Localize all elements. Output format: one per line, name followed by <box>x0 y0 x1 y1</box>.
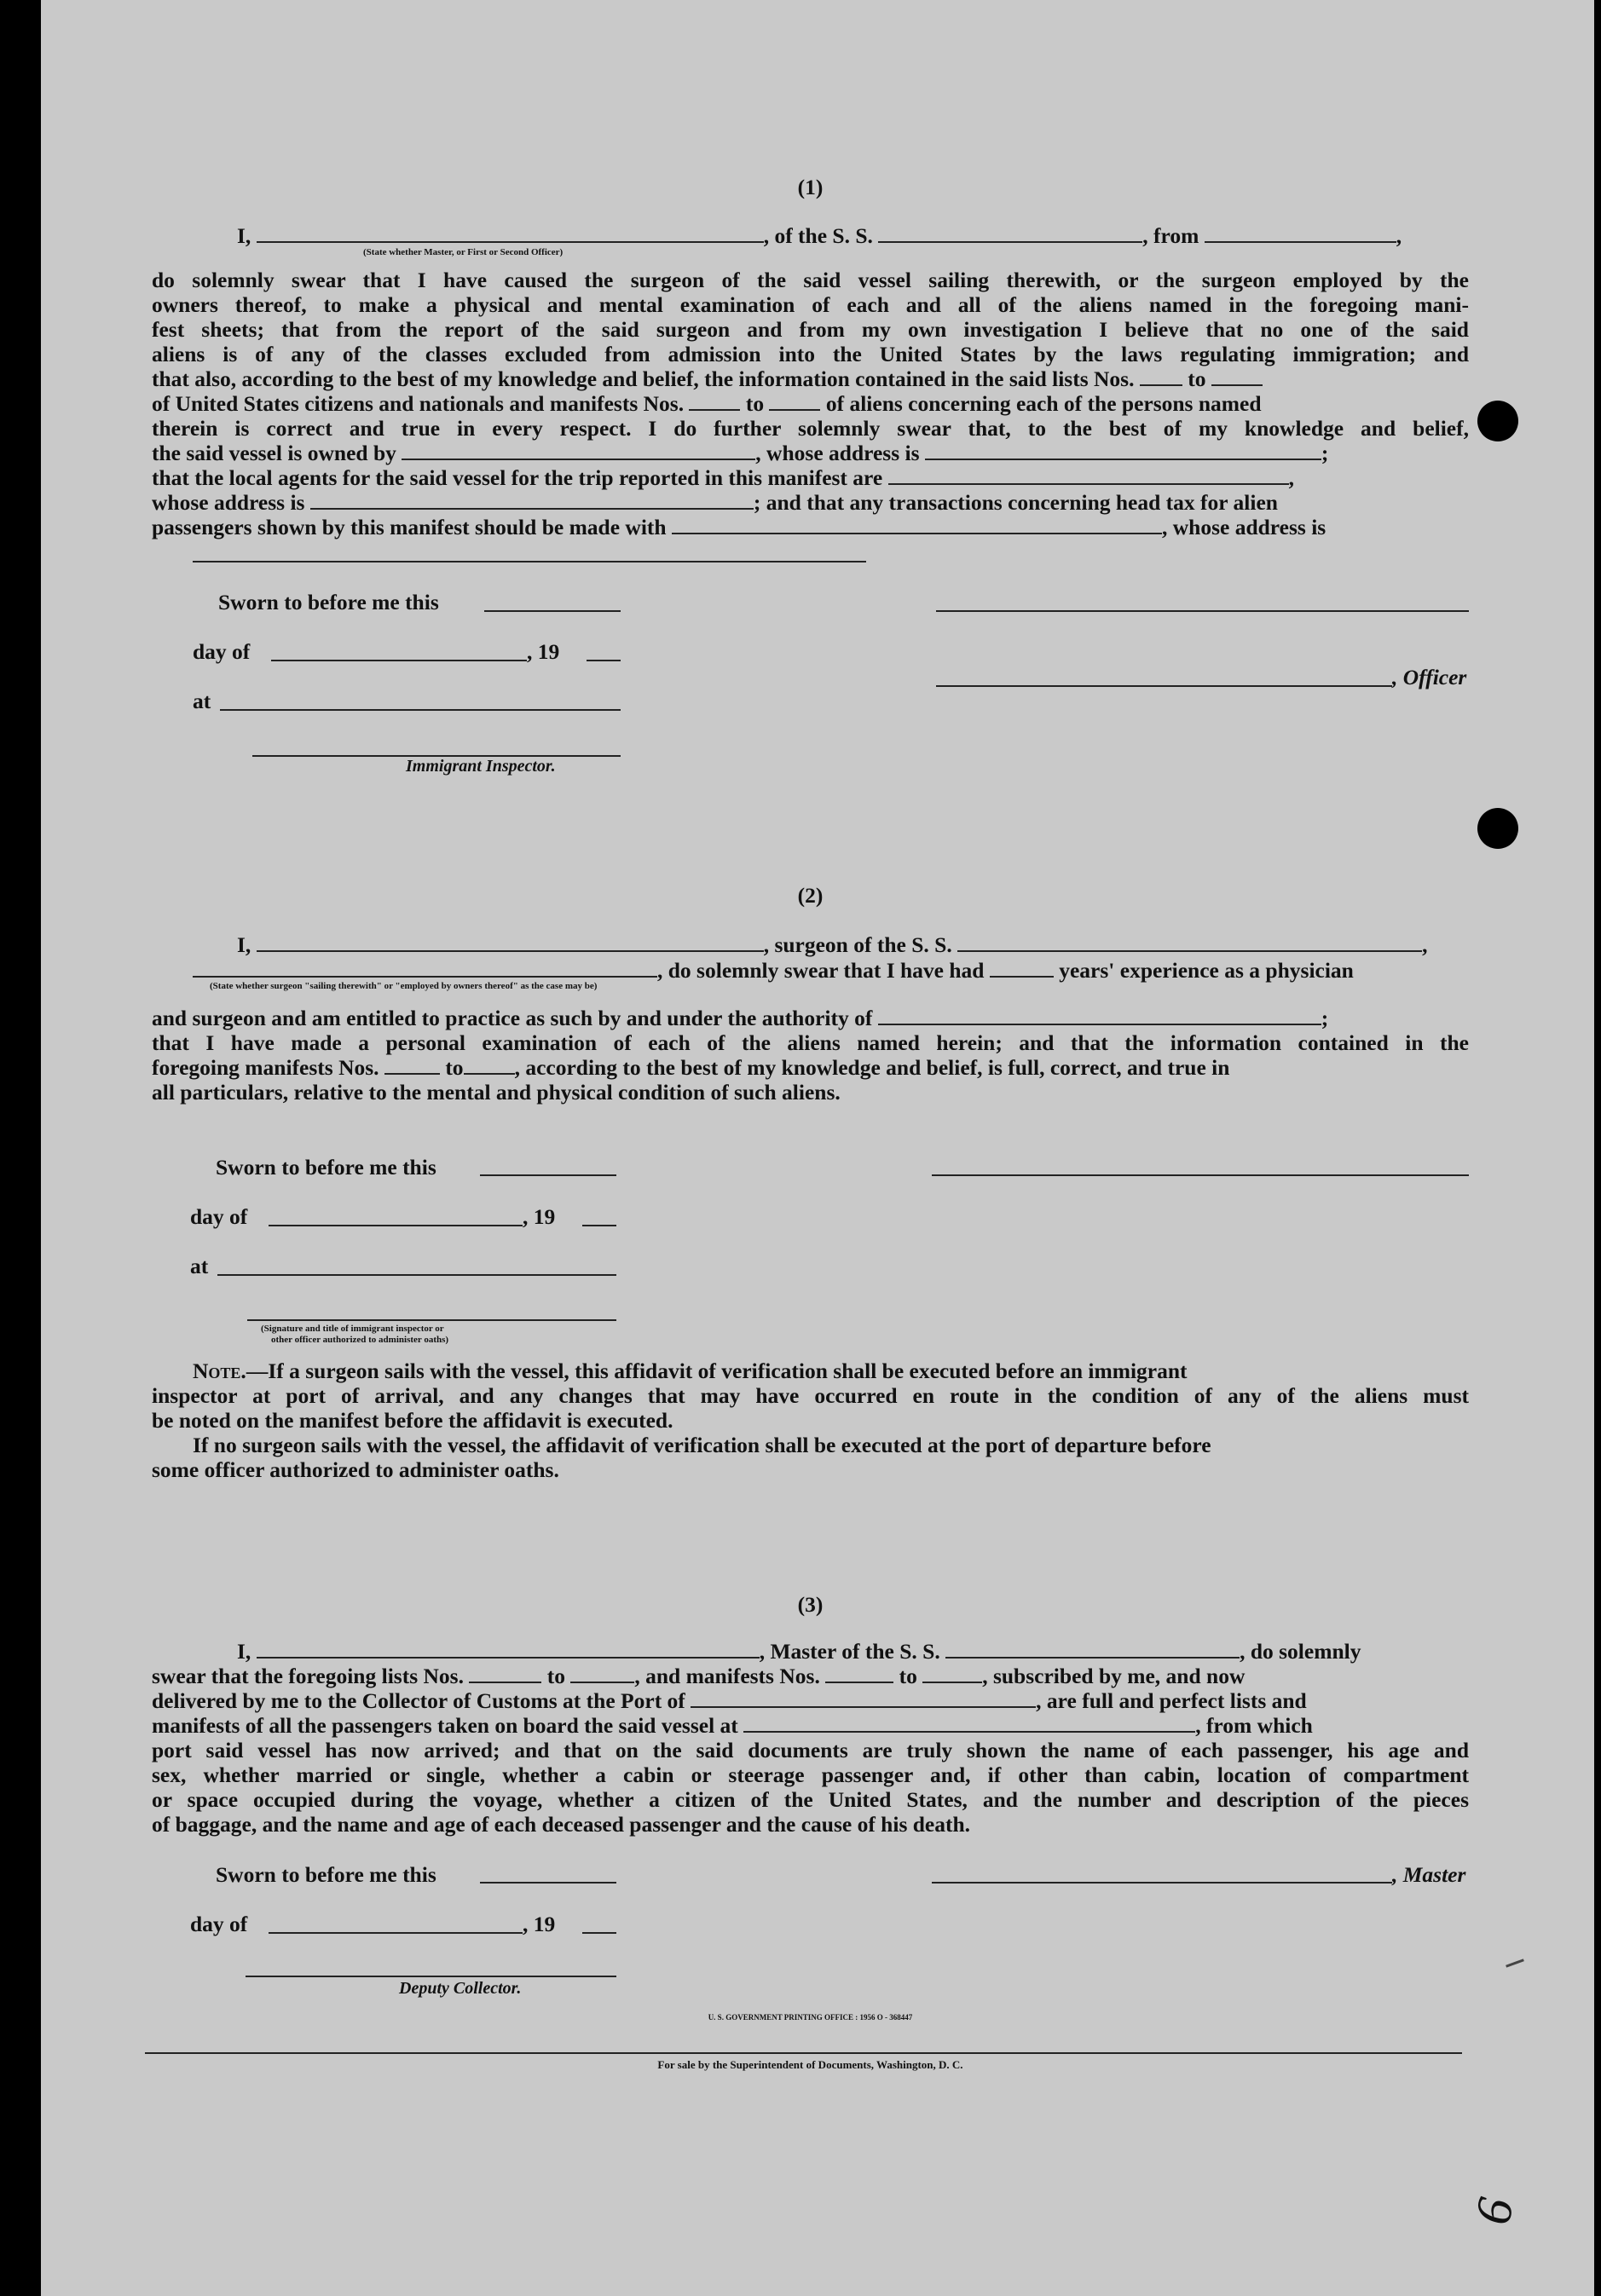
manifests-to-field[interactable] <box>769 394 820 411</box>
s3-lists-nos: swear that the foregoing lists Nos. <box>152 1664 464 1688</box>
s1-from: , from <box>1142 223 1199 248</box>
s1-para-line4: aliens is of any of the classes excluded from admission into the United States by the laws regulating immigration; and <box>152 342 1469 366</box>
note-line1 <box>193 1359 1469 1384</box>
s3-to-label: to <box>546 1664 565 1688</box>
sig-note-2: other officer authorized to administer oaths) <box>271 1335 449 1345</box>
owner-address-field[interactable] <box>925 443 1321 460</box>
s2-year-label: , 19 <box>523 1204 556 1229</box>
s3-do-solemnly: , do solemnly <box>1240 1639 1361 1664</box>
s3-deputy-label: Deputy Collector. <box>399 1979 522 1998</box>
s3-manifests-to-field[interactable] <box>922 1666 982 1683</box>
s3-master-name-field[interactable] <box>257 1641 760 1659</box>
s3-lists-to-field[interactable] <box>570 1666 634 1683</box>
s3-lists-from-field[interactable] <box>469 1666 541 1683</box>
s2-at-label: at <box>190 1254 209 1278</box>
s1-to-label-2: to <box>745 391 765 416</box>
section2-line6: all particulars, relative to the mental and physical condition of such aliens. <box>152 1080 841 1105</box>
punch-hole-bottom <box>1477 808 1518 849</box>
s3-deputy-sign-field[interactable] <box>246 1976 616 1977</box>
s1-lists-text: that also, according to the best of my knowledge and belief, the information contained in the said lists Nos. <box>152 366 1135 391</box>
sig-note-1: (Signature and title of immigrant inspector or <box>261 1324 444 1334</box>
section2-line4: that I have made a personal examination of each of the aliens named herein; and that the information contained in the <box>152 1030 1469 1055</box>
s1-manifests-text: of United States citizens and nationals and manifests Nos. <box>152 391 685 416</box>
section2-line1 <box>237 932 1469 958</box>
s1-inspector-label: Immigrant Inspector. <box>406 757 556 776</box>
years-experience-field[interactable] <box>990 961 1054 978</box>
s1-para-line1: do solemnly swear that I have caused the surgeon of the said vessel sailing therewith, or the surgeon employed by the <box>152 268 1469 292</box>
s3-day-of-field[interactable] <box>269 1932 523 1934</box>
s3-to-label-2: to <box>899 1664 917 1688</box>
section2-heading: (2) <box>797 883 824 908</box>
note-line2: inspector at port of arrival, and any changes that may have occurred en route in the condition of any of the aliens must <box>152 1383 1469 1408</box>
s1-whose-address-3: , whose address is <box>1161 515 1326 539</box>
manifests-from-field[interactable] <box>689 394 740 411</box>
s2-surgeon-of-ss: , surgeon of the S. S. <box>763 932 952 957</box>
s1-para-line8 <box>152 441 1469 466</box>
section2-line2 <box>193 958 1469 984</box>
s2-years-physician: years' experience as a physician <box>1059 958 1354 983</box>
vessel-name-field[interactable] <box>878 226 1142 243</box>
from-port-field[interactable] <box>1205 226 1396 243</box>
section1-heading: (1) <box>797 175 824 199</box>
lists-from-field[interactable] <box>1140 369 1182 386</box>
s2-inspector-sign-field[interactable] <box>247 1319 616 1321</box>
master-note: (State whether Master, or First or Second Officer) <box>363 247 564 257</box>
lists-to-field[interactable] <box>1211 369 1263 386</box>
s3-para-line1: port said vessel has now arrived; and that on the said documents are truly shown the name of each passenger, his age and <box>152 1738 1469 1762</box>
for-sale-line: For sale by the Superintendent of Documents, Washington, D. C. <box>657 2058 963 2071</box>
s1-signature-field[interactable] <box>936 610 1469 612</box>
master-name-field[interactable] <box>257 226 764 243</box>
handwritten-mark: 6 <box>1464 2193 1524 2229</box>
s1-whose-address-2: whose address is <box>152 490 305 515</box>
s3-para-line3: or space occupied during the voyage, whether a citizen of the United States, and the number and description of the pieces <box>152 1787 1469 1812</box>
s1-officer-label: , Officer <box>1392 665 1467 689</box>
s2-signature-field[interactable] <box>932 1174 1469 1176</box>
s1-para-line10 <box>152 490 1469 516</box>
s2-comma: , <box>1422 932 1428 957</box>
note-line4: If no surgeon sails with the vessel, the affidavit of verification shall be executed at the port of departure before <box>193 1433 1211 1457</box>
s1-of-ss: , of the S. S. <box>763 223 873 248</box>
surgeon-note: (State whether surgeon "sailing therewith" or "employed by owners thereof" as the case may be) <box>210 981 598 991</box>
section3-line4 <box>152 1713 1469 1739</box>
s3-vessel-field[interactable] <box>945 1641 1240 1659</box>
s2-at-field[interactable] <box>217 1274 616 1276</box>
s1-whose-address: , whose address is <box>755 441 920 465</box>
s1-sworn-date-field[interactable] <box>484 610 621 612</box>
s2-sworn-date-field[interactable] <box>480 1174 616 1176</box>
note-p1-line1: —If a surgeon sails with the vessel, this affidavit of verification shall be executed before an immigrant <box>246 1359 1188 1383</box>
s1-semicolon: ; <box>1321 441 1329 465</box>
s1-local-agents: that the local agents for the said vessel for the trip reported in this manifest are <box>152 465 883 490</box>
s1-comma-2: , <box>1288 465 1294 490</box>
s3-sworn-label: Sworn to before me this <box>216 1862 436 1887</box>
s1-aliens-text: of aliens concerning each of the persons named <box>825 391 1262 416</box>
s3-collector: delivered by me to the Collector of Customs at the Port of <box>152 1688 685 1713</box>
s2-to-label: to <box>445 1055 464 1080</box>
gpo-imprint: U. S. GOVERNMENT PRINTING OFFICE : 1956 O - 368447 <box>708 2013 913 2022</box>
s3-sworn-date-field[interactable] <box>480 1882 616 1884</box>
s3-para-line2: sex, whether married or single, whether a cabin or steerage passenger and, if other than cabin, location of compartment <box>152 1762 1469 1787</box>
s1-para-line7: therein is correct and true in every respect. I do further solemnly swear that, to the best of my knowledge and belief, <box>152 416 1469 441</box>
s3-master-sign-field[interactable] <box>932 1882 1392 1884</box>
s1-year-field[interactable] <box>587 660 621 661</box>
s1-to-label: to <box>1188 366 1206 391</box>
s1-para-line3: fest sheets; that from the report of the said surgeon and from my own investigation I believe that no one of the said <box>152 317 1469 342</box>
s1-sworn-label: Sworn to before me this <box>218 590 439 614</box>
s3-manifests-nos: , and manifests Nos. <box>634 1664 820 1688</box>
surgeon-status-field[interactable] <box>193 961 657 978</box>
s3-year-field[interactable] <box>582 1932 616 1934</box>
section1-line1 <box>237 223 1469 249</box>
s1-at-field[interactable] <box>220 709 621 711</box>
s3-vessel-at-field[interactable] <box>743 1716 1195 1733</box>
s2-semicolon: ; <box>1321 1006 1329 1030</box>
head-tax-party-field[interactable] <box>672 517 1162 534</box>
s1-para-line9 <box>152 465 1469 491</box>
s2-authority-text: and surgeon and am entitled to practice as such by and under the authority of <box>152 1006 873 1030</box>
s2-manifests-from-field[interactable] <box>384 1058 440 1075</box>
note-label: Note. <box>193 1359 246 1383</box>
s1-i-label: I, <box>237 223 251 248</box>
head-tax-address-field[interactable] <box>193 561 866 562</box>
section3-line2 <box>152 1664 1469 1689</box>
s1-para-line5 <box>152 366 1469 392</box>
s3-manifests-from-field[interactable] <box>825 1666 893 1683</box>
s3-taken-on-board: manifests of all the passengers taken on board the said vessel at <box>152 1713 738 1738</box>
s1-para-line2: owners thereof, to make a physical and mental examination of each and all of the aliens named in the foregoing mani- <box>152 292 1469 317</box>
section3-line1 <box>237 1639 1469 1664</box>
s1-day-of-label: day of <box>193 639 251 664</box>
agents-address-field[interactable] <box>310 493 754 510</box>
s3-subscribed: , subscribed by me, and now <box>982 1664 1246 1688</box>
s1-para-line11 <box>152 515 1469 540</box>
authority-field[interactable] <box>878 1008 1321 1025</box>
section2-line5 <box>152 1055 1469 1081</box>
s1-day-of-field[interactable] <box>271 660 527 661</box>
section3-line3 <box>152 1688 1469 1714</box>
s3-master-of-ss: , Master of the S. S. <box>759 1639 940 1664</box>
local-agents-field[interactable] <box>888 468 1289 485</box>
s3-day-of-label: day of <box>190 1912 248 1936</box>
form-sheet <box>41 0 1594 2296</box>
s1-owned-by: the said vessel is owned by <box>152 441 396 465</box>
s3-from-which: , from which <box>1195 1713 1313 1738</box>
s1-year-label: , 19 <box>527 639 560 664</box>
s2-i-label: I, <box>237 932 251 957</box>
section2-line3 <box>152 1006 1469 1031</box>
s1-at-label: at <box>193 689 211 713</box>
s3-master-label: , Master <box>1392 1862 1466 1887</box>
s1-comma: , <box>1396 223 1402 248</box>
s2-sworn-label: Sworn to before me this <box>216 1155 436 1180</box>
punch-hole-top <box>1477 401 1518 441</box>
s2-day-of-label: day of <box>190 1204 248 1229</box>
s1-head-tax: ; and that any transactions concerning head tax for alien <box>753 490 1278 515</box>
note-line3: be noted on the manifest before the affidavit is executed. <box>152 1408 673 1433</box>
s2-according-text: , according to the best of my knowledge and belief, is full, correct, and true in <box>514 1055 1230 1080</box>
s2-manifests-to-field[interactable] <box>464 1058 515 1075</box>
s3-para-line4: of baggage, and the name and age of each deceased passenger and the cause of his death. <box>152 1812 971 1837</box>
owner-field[interactable] <box>402 443 755 460</box>
s3-year-label: , 19 <box>523 1912 556 1936</box>
s2-swear-had: , do solemnly swear that I have had <box>657 958 985 983</box>
s3-perfect-lists: , are full and perfect lists and <box>1036 1688 1307 1713</box>
stray-mark <box>1506 1959 1524 1967</box>
s1-para-line6 <box>152 391 1469 417</box>
s3-i-label: I, <box>237 1639 251 1664</box>
s1-officer-field[interactable] <box>936 685 1392 687</box>
surgeon-name-field[interactable] <box>257 935 764 952</box>
s3-port-field[interactable] <box>691 1691 1036 1708</box>
s2-year-field[interactable] <box>582 1225 616 1226</box>
s2-vessel-field[interactable] <box>957 935 1422 952</box>
s2-day-of-field[interactable] <box>269 1225 523 1226</box>
note-line5: some officer authorized to administer oaths. <box>152 1457 559 1482</box>
section3-heading: (3) <box>797 1592 824 1617</box>
s1-passengers-shown: passengers shown by this manifest should be made with <box>152 515 667 539</box>
s2-manifests-nos: foregoing manifests Nos. <box>152 1055 379 1080</box>
footer-rule <box>145 2052 1462 2054</box>
